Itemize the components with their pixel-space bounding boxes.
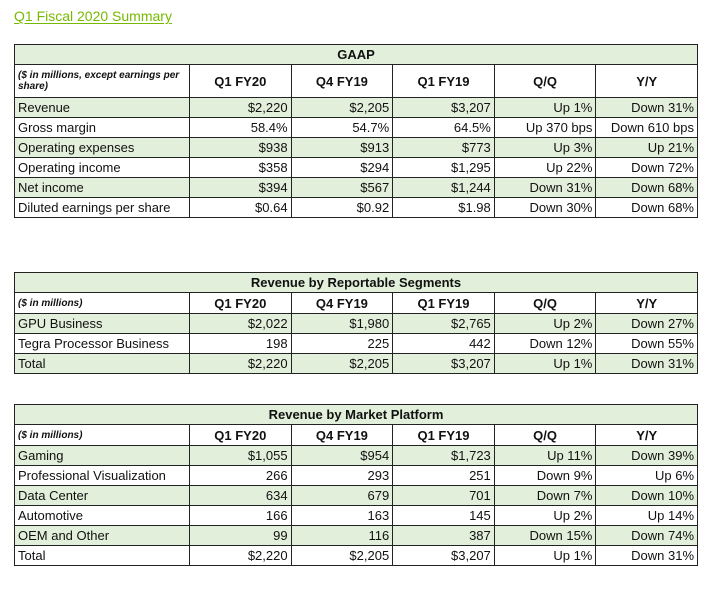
cell-value: Up 11%	[494, 446, 596, 466]
units-note: ($ in millions, except earnings per share)	[15, 65, 190, 98]
cell-value: 442	[393, 334, 495, 354]
cell-value: $954	[291, 446, 393, 466]
cell-value: Up 21%	[596, 138, 698, 158]
cell-value: Up 3%	[494, 138, 596, 158]
cell-value: 387	[393, 526, 495, 546]
column-header: Q1 FY19	[393, 425, 495, 446]
row-label: Tegra Processor Business	[15, 334, 190, 354]
cell-value: 701	[393, 486, 495, 506]
table-row	[15, 138, 698, 158]
table-row	[15, 334, 698, 354]
table-row	[15, 314, 698, 334]
cell-value: Up 1%	[494, 546, 596, 566]
table-row	[15, 506, 698, 526]
column-header: Q1 FY19	[393, 293, 495, 314]
cell-value: $3,207	[393, 546, 495, 566]
market-platform-table	[14, 404, 698, 566]
cell-value: $2,765	[393, 314, 495, 334]
cell-value: Up 14%	[596, 506, 698, 526]
cell-value: $1.98	[393, 198, 495, 218]
cell-value: $2,220	[190, 98, 292, 118]
cell-value: 166	[190, 506, 292, 526]
column-header: Y/Y	[596, 65, 698, 98]
section-header-row	[15, 45, 698, 65]
page-title: Q1 Fiscal 2020 Summary	[14, 8, 172, 24]
row-label: Net income	[15, 178, 190, 198]
cell-value: Down 31%	[494, 178, 596, 198]
cell-value: Up 6%	[596, 466, 698, 486]
cell-value: 266	[190, 466, 292, 486]
row-label: Automotive	[15, 506, 190, 526]
segments-table	[14, 272, 698, 374]
section-header-row	[15, 405, 698, 425]
section-title: Revenue by Market Platform	[15, 405, 698, 425]
table-row	[15, 198, 698, 218]
cell-value: Up 2%	[494, 314, 596, 334]
cell-value: 99	[190, 526, 292, 546]
cell-value: Up 22%	[494, 158, 596, 178]
table-row	[15, 466, 698, 486]
table-body	[15, 446, 698, 566]
cell-value: $2,205	[291, 546, 393, 566]
cell-value: $913	[291, 138, 393, 158]
table-row	[15, 158, 698, 178]
column-header: Q/Q	[494, 65, 596, 98]
column-header-row	[15, 65, 698, 98]
cell-value: Down 31%	[596, 354, 698, 374]
cell-value: 251	[393, 466, 495, 486]
cell-value: 198	[190, 334, 292, 354]
row-label: Total	[15, 546, 190, 566]
cell-value: $773	[393, 138, 495, 158]
cell-value: $294	[291, 158, 393, 178]
row-label: Total	[15, 354, 190, 374]
table-row	[15, 546, 698, 566]
cell-value: Down 68%	[596, 198, 698, 218]
cell-value: Down 68%	[596, 178, 698, 198]
row-label: Gross margin	[15, 118, 190, 138]
cell-value: 145	[393, 506, 495, 526]
cell-value: 64.5%	[393, 118, 495, 138]
column-header: Q4 FY19	[291, 293, 393, 314]
cell-value: Up 1%	[494, 354, 596, 374]
row-label: Gaming	[15, 446, 190, 466]
column-header: Y/Y	[596, 293, 698, 314]
cell-value: $0.64	[190, 198, 292, 218]
cell-value: $1,295	[393, 158, 495, 178]
column-header: Q1 FY20	[190, 425, 292, 446]
cell-value: Down 39%	[596, 446, 698, 466]
column-header: Q4 FY19	[291, 425, 393, 446]
cell-value: $1,055	[190, 446, 292, 466]
cell-value: Up 1%	[494, 98, 596, 118]
table-body	[15, 314, 698, 374]
cell-value: Down 31%	[596, 98, 698, 118]
cell-value: 634	[190, 486, 292, 506]
cell-value: Down 55%	[596, 334, 698, 354]
cell-value: $2,205	[291, 98, 393, 118]
cell-value: 58.4%	[190, 118, 292, 138]
column-header: Q/Q	[494, 293, 596, 314]
column-header: Q1 FY20	[190, 293, 292, 314]
cell-value: Down 10%	[596, 486, 698, 506]
row-label: Operating expenses	[15, 138, 190, 158]
row-label: GPU Business	[15, 314, 190, 334]
cell-value: $3,207	[393, 354, 495, 374]
section-title: GAAP	[15, 45, 698, 65]
column-header: Q1 FY19	[393, 65, 495, 98]
cell-value: $2,220	[190, 546, 292, 566]
section-header-row	[15, 273, 698, 293]
section-title: Revenue by Reportable Segments	[15, 273, 698, 293]
table-row	[15, 354, 698, 374]
cell-value: 54.7%	[291, 118, 393, 138]
table-body	[15, 98, 698, 218]
row-label: OEM and Other	[15, 526, 190, 546]
cell-value: $1,980	[291, 314, 393, 334]
cell-value: Down 610 bps	[596, 118, 698, 138]
cell-value: 225	[291, 334, 393, 354]
cell-value: Down 74%	[596, 526, 698, 546]
table-row	[15, 178, 698, 198]
cell-value: $0.92	[291, 198, 393, 218]
cell-value: Down 15%	[494, 526, 596, 546]
cell-value: $3,207	[393, 98, 495, 118]
cell-value: 163	[291, 506, 393, 526]
cell-value: Down 72%	[596, 158, 698, 178]
cell-value: 679	[291, 486, 393, 506]
cell-value: $1,723	[393, 446, 495, 466]
cell-value: $567	[291, 178, 393, 198]
table-row	[15, 98, 698, 118]
table-row	[15, 526, 698, 546]
cell-value: Down 7%	[494, 486, 596, 506]
cell-value: Up 370 bps	[494, 118, 596, 138]
cell-value: 293	[291, 466, 393, 486]
cell-value: $358	[190, 158, 292, 178]
units-note: ($ in millions)	[15, 425, 190, 446]
cell-value: Down 9%	[494, 466, 596, 486]
column-header: Q1 FY20	[190, 65, 292, 98]
cell-value: Down 12%	[494, 334, 596, 354]
table-row	[15, 486, 698, 506]
column-header: Q4 FY19	[291, 65, 393, 98]
row-label: Professional Visualization	[15, 466, 190, 486]
cell-value: Down 31%	[596, 546, 698, 566]
column-header-row	[15, 293, 698, 314]
row-label: Operating income	[15, 158, 190, 178]
cell-value: Up 2%	[494, 506, 596, 526]
row-label: Revenue	[15, 98, 190, 118]
cell-value: Down 30%	[494, 198, 596, 218]
row-label: Data Center	[15, 486, 190, 506]
table-row	[15, 118, 698, 138]
gaap-table	[14, 44, 698, 218]
units-note: ($ in millions)	[15, 293, 190, 314]
table-row	[15, 446, 698, 466]
cell-value: $394	[190, 178, 292, 198]
cell-value: $2,205	[291, 354, 393, 374]
column-header: Y/Y	[596, 425, 698, 446]
cell-value: $2,220	[190, 354, 292, 374]
cell-value: $938	[190, 138, 292, 158]
cell-value: $1,244	[393, 178, 495, 198]
cell-value: Down 27%	[596, 314, 698, 334]
cell-value: 116	[291, 526, 393, 546]
column-header-row	[15, 425, 698, 446]
cell-value: $2,022	[190, 314, 292, 334]
column-header: Q/Q	[494, 425, 596, 446]
row-label: Diluted earnings per share	[15, 198, 190, 218]
